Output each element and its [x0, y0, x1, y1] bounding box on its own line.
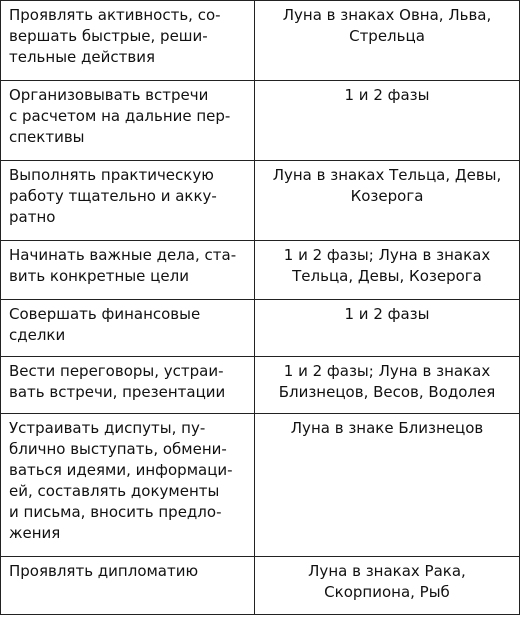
activity-cell: Устраивать диспуты, пу- блично выступать, обмени- ваться идеями, информаци- ей, составлять документы и письма, вносить предло- жения	[1, 414, 255, 557]
activity-cell: Проявлять дипломатию	[1, 557, 255, 615]
condition-cell: 1 и 2 фазы	[255, 81, 520, 161]
condition-cell: 1 и 2 фазы; Луна в знаках Близнецов, Весов, Водолея	[255, 357, 520, 414]
activity-cell: Выполнять практическую работу тщательно и акку- ратно	[1, 161, 255, 241]
activity-cell: Проявлять активность, со- вершать быстрые, реши- тельные действия	[1, 1, 255, 81]
table-row	[1, 557, 520, 615]
table-row	[1, 1, 520, 81]
condition-cell: Луна в знаках Овна, Льва, Стрельца	[255, 1, 520, 81]
condition-cell: 1 и 2 фазы; Луна в знаках Тельца, Девы, Козерога	[255, 241, 520, 300]
table-row	[1, 81, 520, 161]
table-row	[1, 357, 520, 414]
table-row	[1, 161, 520, 241]
condition-cell: Луна в знаках Тельца, Девы, Козерога	[255, 161, 520, 241]
table-row	[1, 241, 520, 300]
activity-cell: Совершать финансовые сделки	[1, 300, 255, 357]
table-row	[1, 300, 520, 357]
activity-cell: Организовывать встречи с расчетом на дальние пер- спективы	[1, 81, 255, 161]
condition-cell: Луна в знаке Близнецов	[255, 414, 520, 557]
condition-cell: 1 и 2 фазы	[255, 300, 520, 357]
activity-cell: Вести переговоры, устраи- вать встречи, презентации	[1, 357, 255, 414]
condition-cell: Луна в знаках Рака, Скорпиона, Рыб	[255, 557, 520, 615]
activity-cell: Начинать важные дела, ста- вить конкретные цели	[1, 241, 255, 300]
table-row	[1, 414, 520, 557]
